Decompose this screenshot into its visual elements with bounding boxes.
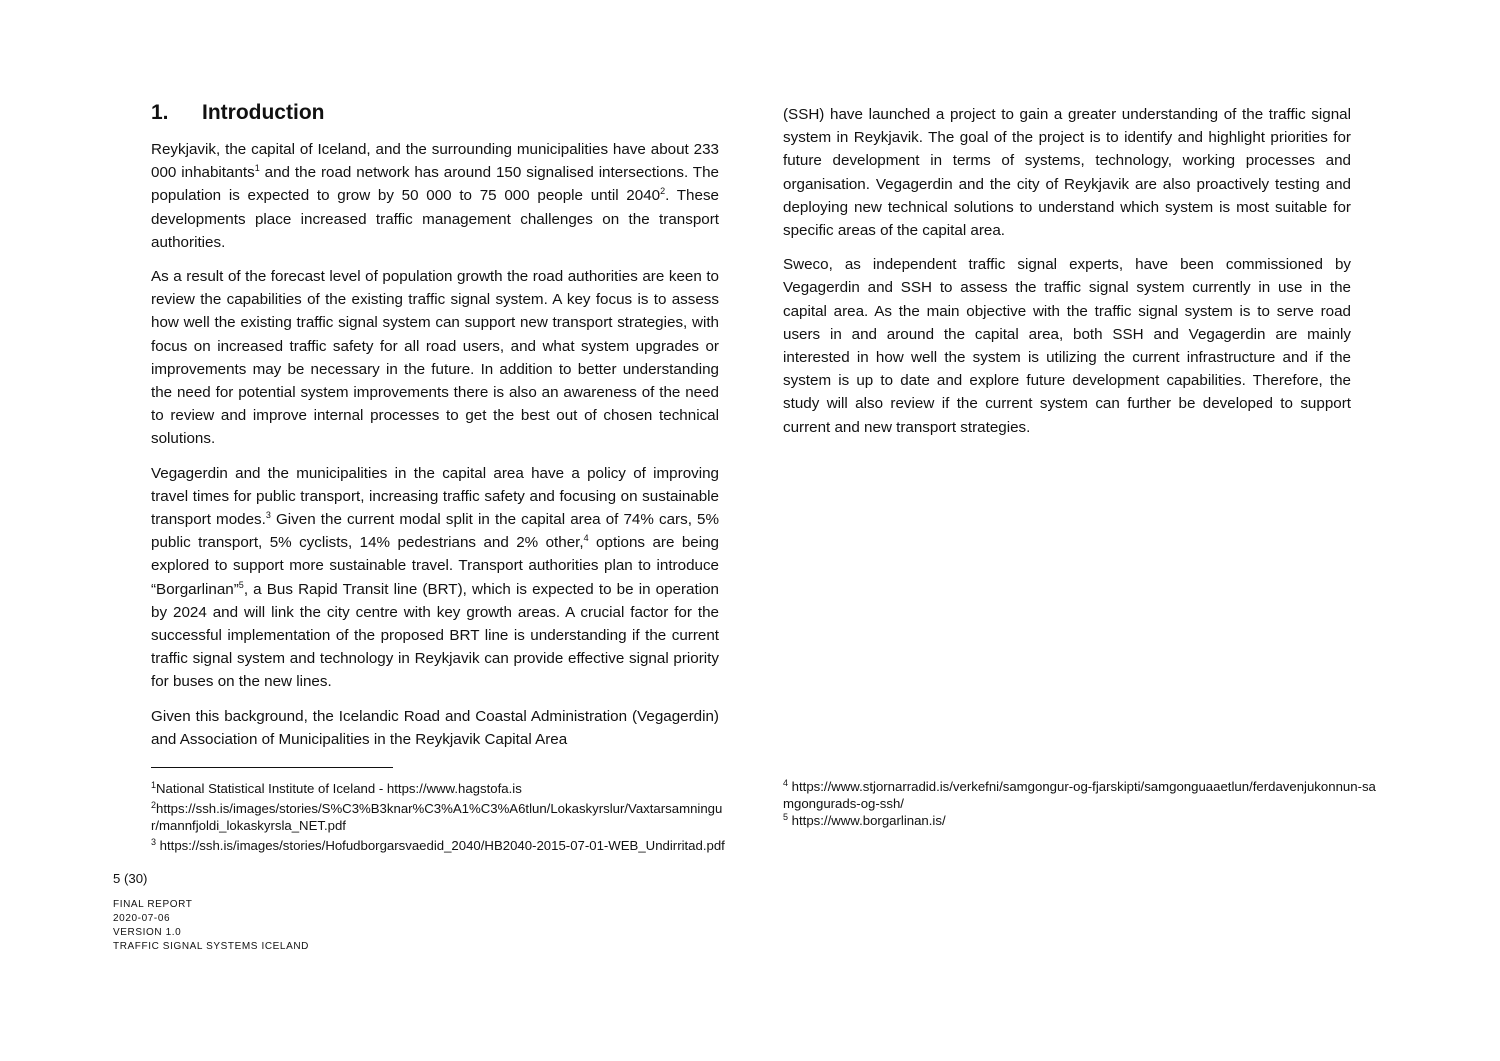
- footnote-1: [151, 780, 726, 797]
- footnote-5: [783, 812, 1383, 829]
- footnote-text: https://www.borgarlinan.is/: [788, 813, 946, 828]
- paragraph-1-text-c: . These developments place increased traffic management challenges on the transport authorities.: [151, 187, 719, 251]
- footnotes-left: [151, 780, 726, 857]
- footnote-text: https://ssh.is/images/stories/Hofudborgarsvaedid_2040/HB2040-2015-07-01-WEB_Undirritad.pdf: [156, 838, 725, 853]
- footnote-number: 5: [783, 812, 789, 822]
- footnote-ref-4: 4: [583, 533, 589, 544]
- paragraph-3-text-a: Vegagerdin and the municipalities in the capital area have a policy of improving travel times for public transport, increasing traffic safety and focusing on sustainable transport modes.: [151, 464, 719, 529]
- left-column: [151, 100, 719, 762]
- meta-version: VERSION 1.0: [113, 927, 182, 938]
- meta-project: TRAFFIC SIGNAL SYSTEMS ICELAND: [113, 941, 309, 952]
- footnote-number: 2: [151, 800, 157, 810]
- footnote-3: [151, 837, 726, 854]
- footnote-ref-1: 1: [254, 163, 260, 174]
- footnote-text: https://ssh.is/images/stories/S%C3%B3knar%C3%A1%C3%A6tlun/Lokaskyrslur/Vaxtarsamningur/mannfjoldi_lokaskyrsla_NET.pdf: [151, 801, 723, 833]
- footnote-ref-5: 5: [238, 579, 244, 590]
- section-number: 1.: [151, 101, 169, 124]
- page-number: 5 (30): [113, 871, 148, 886]
- footnote-2: [151, 800, 726, 834]
- footnote-4: [783, 778, 1383, 812]
- paragraph-3-text-b: Given the current modal split in the capital area of 74% cars, 5% public transport, 5% cyclists, 14% pedestrians and 2% other,: [151, 511, 719, 552]
- paragraph-3-text-d: , a Bus Rapid Transit line (BRT), which is expected to be in operation by 2024 and will link the city centre with key growth areas. A crucial factor for the successful implementation of the proposed BRT line is understanding if the current traffic signal system and technology in Reykjavik can provide effective signal priority for buses on the new lines.: [151, 580, 719, 691]
- footnote-number: 4: [783, 778, 789, 788]
- paragraph-6: Sweco, as independent traffic signal experts, have been commissioned by Vegagerdin and SSH to assess the traffic signal system currently in use in the capital area. As the main objective with the traffic signal system is to serve road users in and around the capital area, both SSH and Vegagerdin are mainly interested in how well the system is utilizing the current infrastructure and if the system is up to date and explore future development capabilities. Therefore, the study will also review if the current system can further be developed to support current and new transport strategies.: [783, 256, 1351, 436]
- section-title: Introduction: [202, 101, 325, 124]
- paragraph-4: Given this background, the Icelandic Road and Coastal Administration (Vegagerdin) and Association of Municipalities in the Reykjavik Capital Area: [151, 707, 719, 748]
- footnote-text: National Statistical Institute of Iceland - https://www.hagstofa.is: [156, 781, 522, 796]
- footnotes-right: [783, 778, 1383, 829]
- paragraph-1-text-a: Reykjavik, the capital of Iceland, and the surrounding municipalities have about 233 000 inhabitants: [151, 141, 719, 182]
- paragraph-1-text-b: and the road network has around 150 signalised intersections. The population is expected to grow by 50 000 to 75 000 people until 2040: [151, 164, 719, 205]
- meta-report-type: FINAL REPORT: [113, 899, 193, 910]
- paragraph-5: (SSH) have launched a project to gain a greater understanding of the traffic signal system in Reykjavik. The goal of the project is to identify and highlight priorities for future development in terms of systems, technology, working processes and organisation. Vegagerdin and the city of Reykjavik are also proactively testing and deploying new technical solutions to understand which system is most suitable for specific areas of the capital area.: [783, 106, 1351, 240]
- section-heading: [151, 100, 719, 126]
- meta-date: 2020-07-06: [113, 913, 171, 924]
- paragraph-3-text-c: options are being explored to support more sustainable travel. Transport authorities plan to introduce “Borgarlinan”: [151, 534, 720, 598]
- footnote-ref-2: 2: [660, 186, 666, 197]
- footnote-separator: [151, 767, 393, 768]
- paragraph-3: [151, 462, 719, 694]
- paragraph-2: As a result of the forecast level of population growth the road authorities are keen to review the capabilities of the existing traffic signal system. A key focus is to assess how well the existing traffic signal system can support new transport strategies, with focus on increased traffic safety for all road users, and what system upgrades or improvements may be necessary in the future. In addition to better understanding the need for potential system improvements there is also an awareness of the need to review and improve internal processes to get the best out of chosen technical solutions.: [151, 268, 719, 448]
- footnote-text: https://www.stjornarradid.is/verkefni/samgongur-og-fjarskipti/samgonguaaetlun/ferdavenjukonnun-samgongurads-og-ssh/: [783, 779, 1376, 811]
- paragraph-1: [151, 138, 719, 254]
- document-meta: [113, 898, 309, 954]
- footnote-ref-3: 3: [265, 510, 271, 521]
- right-column: [783, 103, 1351, 450]
- footnote-number: 1: [151, 780, 157, 790]
- footnote-number: 3: [151, 837, 157, 847]
